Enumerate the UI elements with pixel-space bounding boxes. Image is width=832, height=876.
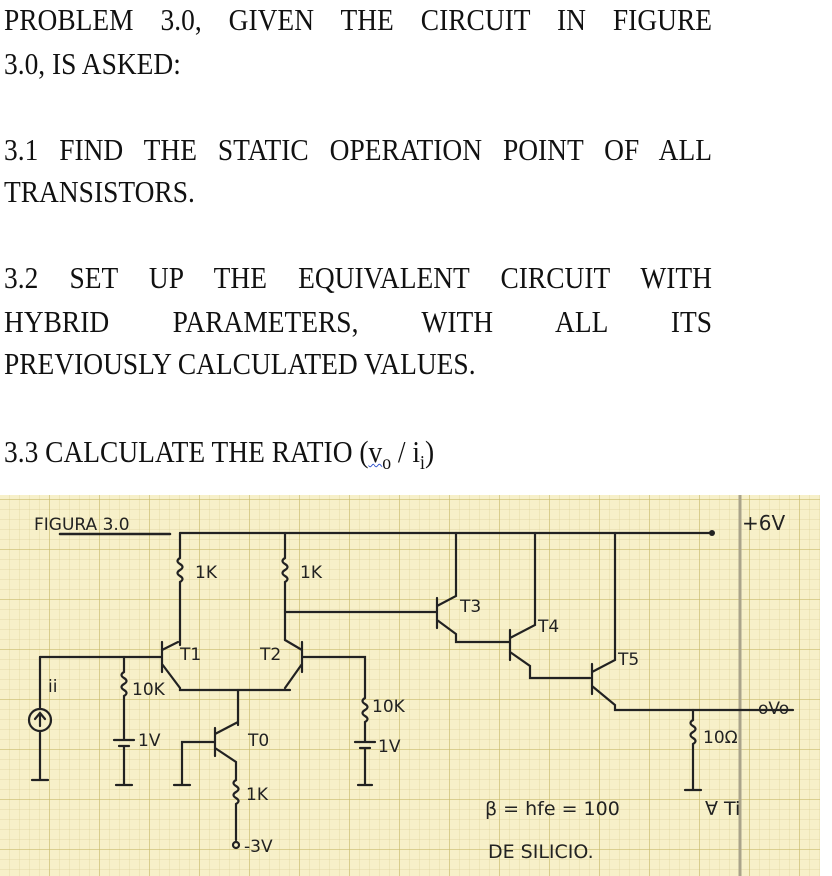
beta-note: β = hfe = 100 <box>485 798 620 820</box>
re0-label: 1K <box>246 785 268 805</box>
q3-suffix: ) <box>424 434 435 469</box>
q3-prefix: 3.3 CALCULATE THE RATIO ( <box>4 434 369 469</box>
load-resistor-label: 10Ω <box>703 728 738 748</box>
question-3-2-line3: PREVIOUSLY CALCULATED VALUES. <box>4 346 476 381</box>
supply-label: +6V <box>742 511 786 535</box>
t4-label: T4 <box>538 617 560 637</box>
all-transistors-note: ∀ Ti <box>705 798 741 820</box>
q3-slash: / i <box>391 434 421 469</box>
question-3-3 <box>4 434 712 481</box>
t1-label: T1 <box>180 645 202 665</box>
neg-supply-label: -3V <box>244 837 273 857</box>
output-voltage-label: oVo <box>758 699 790 719</box>
rc2-label: 1K <box>300 563 322 583</box>
figure-title: FIGURA 3.0 <box>34 515 130 535</box>
question-3-1-line2: TRANSISTORS. <box>4 174 195 209</box>
t3-label: T3 <box>460 597 482 617</box>
rb2-label: 10K <box>372 697 405 717</box>
t2-label: T2 <box>260 645 282 665</box>
problem-intro-line2: 3.0, IS ASKED: <box>4 46 181 81</box>
circuit-figure <box>0 495 820 876</box>
input-current-label: ii <box>48 677 58 697</box>
problem-intro-line1: PROBLEM 3.0, GIVEN THE CIRCUIT IN FIGURE <box>4 2 712 37</box>
vo-letter: v <box>368 434 383 469</box>
question-3-2-line1: 3.2 SET UP THE EQUIVALENT CIRCUIT WITH <box>4 260 712 295</box>
rb1-label: 10K <box>132 680 165 700</box>
t0-label: T0 <box>248 731 270 751</box>
t5-label: T5 <box>618 650 640 670</box>
question-3-2-line2: HYBRID PARAMETERS, WITH ALL ITS <box>4 304 712 339</box>
bat2-label: 1V <box>378 737 401 757</box>
vo-symbol <box>368 434 392 475</box>
rc1-label: 1K <box>195 563 217 583</box>
bat1-label: 1V <box>138 731 161 751</box>
silicon-note: DE SILICIO. <box>488 841 594 863</box>
ii-sub: i <box>420 452 425 475</box>
vo-sub: o <box>382 452 392 475</box>
question-3-1-line1: 3.1 FIND THE STATIC OPERATION POINT OF ALL <box>4 132 712 167</box>
